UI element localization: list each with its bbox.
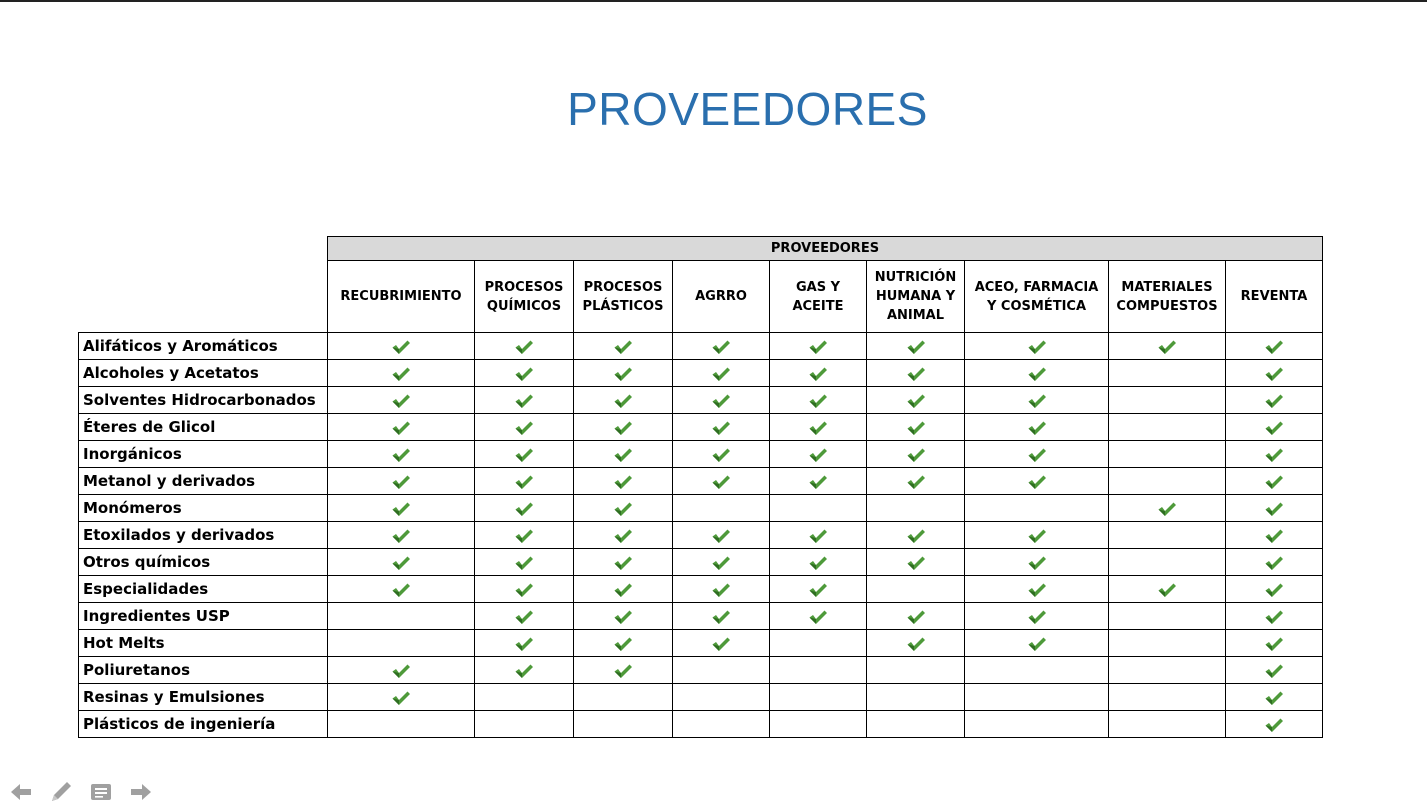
table-cell: [965, 657, 1109, 684]
checkmark-icon: [514, 528, 534, 544]
table-cell: [965, 495, 1109, 522]
checkmark-icon: [906, 393, 926, 409]
checkmark-icon: [1027, 474, 1047, 490]
table-cell: [574, 657, 673, 684]
checkmark-icon: [1264, 690, 1284, 706]
checkmark-icon: [1264, 717, 1284, 733]
table-cell: [673, 468, 770, 495]
checkmark-icon: [613, 393, 633, 409]
table-cell: [1109, 576, 1226, 603]
row-label: Plásticos de ingeniería: [79, 711, 328, 738]
checkmark-icon: [391, 690, 411, 706]
table-cell: [965, 387, 1109, 414]
row-label: Alcoholes y Acetatos: [79, 360, 328, 387]
row-label: Monómeros: [79, 495, 328, 522]
table-cell: [673, 522, 770, 549]
table-cell: [574, 468, 673, 495]
table-row: [79, 414, 1323, 441]
checkmark-icon: [711, 528, 731, 544]
top-border-line: [0, 0, 1427, 2]
table-cell: [1226, 387, 1323, 414]
row-label: Etoxilados y derivados: [79, 522, 328, 549]
table-cell: [1109, 468, 1226, 495]
checkmark-icon: [514, 393, 534, 409]
table-cell: [475, 522, 574, 549]
table-row: [79, 603, 1323, 630]
checkmark-icon: [514, 474, 534, 490]
table-cell: [1109, 441, 1226, 468]
table-cell: [673, 387, 770, 414]
checkmark-icon: [1027, 393, 1047, 409]
table-cell: [770, 657, 867, 684]
checkmark-icon: [514, 447, 534, 463]
checkmark-icon: [808, 339, 828, 355]
row-label: Solventes Hidrocarbonados: [79, 387, 328, 414]
checkmark-icon: [1027, 636, 1047, 652]
table-cell: [673, 630, 770, 657]
checkmark-icon: [808, 582, 828, 598]
checkmark-icon: [613, 582, 633, 598]
table-row: [79, 360, 1323, 387]
column-header: MATERIALES COMPUESTOS: [1109, 261, 1226, 333]
table-cell: [475, 711, 574, 738]
next-arrow-icon: [129, 782, 153, 802]
table-cell: [770, 360, 867, 387]
table-cell: [1109, 603, 1226, 630]
checkmark-icon: [1027, 420, 1047, 436]
checkmark-icon: [613, 663, 633, 679]
checkmark-icon: [906, 339, 926, 355]
row-label: Hot Melts: [79, 630, 328, 657]
checkmark-icon: [808, 528, 828, 544]
pen-icon: [48, 779, 74, 805]
table-row: [79, 468, 1323, 495]
checkmark-icon: [613, 609, 633, 625]
table-cell: [574, 495, 673, 522]
checkmark-icon: [514, 339, 534, 355]
column-header: NUTRICIÓN HUMANA Y ANIMAL: [867, 261, 965, 333]
table-cell: [673, 333, 770, 360]
providers-table: [78, 236, 1323, 738]
table-cell: [673, 549, 770, 576]
table-row: [79, 630, 1323, 657]
checkmark-icon: [514, 501, 534, 517]
checkmark-icon: [711, 609, 731, 625]
table-cell: [1226, 657, 1323, 684]
table-cell: [1109, 522, 1226, 549]
table-cell: [328, 657, 475, 684]
table-cell: [328, 387, 475, 414]
checkmark-icon: [514, 420, 534, 436]
checkmark-icon: [391, 366, 411, 382]
table-row: [79, 549, 1323, 576]
checkmark-icon: [1027, 582, 1047, 598]
table-cell: [475, 387, 574, 414]
checkmark-icon: [1264, 447, 1284, 463]
notes-button[interactable]: [88, 779, 114, 805]
table-row: [79, 711, 1323, 738]
checkmark-icon: [391, 393, 411, 409]
row-label: Otros químicos: [79, 549, 328, 576]
table-cell: [673, 603, 770, 630]
checkmark-icon: [1027, 339, 1047, 355]
table-cell: [1226, 684, 1323, 711]
column-header: REVENTA: [1226, 261, 1323, 333]
checkmark-icon: [711, 447, 731, 463]
checkmark-icon: [1264, 474, 1284, 490]
column-header-row: [79, 261, 1323, 333]
table-cell: [867, 333, 965, 360]
table-cell: [1109, 711, 1226, 738]
checkmark-icon: [1264, 528, 1284, 544]
table-cell: [1109, 333, 1226, 360]
table-cell: [1109, 657, 1226, 684]
checkmark-icon: [1157, 582, 1177, 598]
pen-tool-button[interactable]: [48, 779, 74, 805]
table-cell: [1226, 441, 1323, 468]
table-row: [79, 387, 1323, 414]
checkmark-icon: [711, 555, 731, 571]
checkmark-icon: [391, 339, 411, 355]
table-cell: [1109, 684, 1226, 711]
table-cell: [328, 711, 475, 738]
table-cell: [1226, 522, 1323, 549]
table-cell: [965, 522, 1109, 549]
table-cell: [475, 630, 574, 657]
table-cell: [867, 549, 965, 576]
checkmark-icon: [514, 663, 534, 679]
table-cell: [328, 576, 475, 603]
table-cell: [1226, 576, 1323, 603]
checkmark-icon: [514, 366, 534, 382]
checkmark-icon: [613, 366, 633, 382]
table-cell: [867, 414, 965, 441]
checkmark-icon: [1264, 636, 1284, 652]
checkmark-icon: [1157, 339, 1177, 355]
table-cell: [475, 441, 574, 468]
table-cell: [867, 360, 965, 387]
table-cell: [770, 441, 867, 468]
checkmark-icon: [906, 447, 926, 463]
table-cell: [574, 441, 673, 468]
checkmark-icon: [906, 609, 926, 625]
checkmark-icon: [514, 555, 534, 571]
table-cell: [1226, 414, 1323, 441]
table-cell: [1226, 360, 1323, 387]
checkmark-icon: [711, 339, 731, 355]
checkmark-icon: [1264, 582, 1284, 598]
checkmark-icon: [808, 420, 828, 436]
checkmark-icon: [711, 366, 731, 382]
table-row: [79, 657, 1323, 684]
checkmark-icon: [906, 366, 926, 382]
table-cell: [770, 549, 867, 576]
table-cell: [1109, 360, 1226, 387]
table-cell: [1226, 468, 1323, 495]
table-cell: [867, 630, 965, 657]
table-cell: [328, 360, 475, 387]
table-cell: [673, 360, 770, 387]
checkmark-icon: [514, 582, 534, 598]
checkmark-icon: [906, 555, 926, 571]
table-cell: [328, 441, 475, 468]
checkmark-icon: [613, 420, 633, 436]
checkmark-icon: [808, 447, 828, 463]
table-cell: [328, 414, 475, 441]
checkmark-icon: [613, 555, 633, 571]
table-cell: [328, 495, 475, 522]
table-cell: [1226, 603, 1323, 630]
checkmark-icon: [808, 555, 828, 571]
group-header-row: [79, 237, 1323, 261]
table-cell: [1109, 549, 1226, 576]
checkmark-icon: [1157, 501, 1177, 517]
checkmark-icon: [391, 555, 411, 571]
row-label: Resinas y Emulsiones: [79, 684, 328, 711]
group-header: PROVEEDORES: [328, 237, 1323, 261]
checkmark-icon: [613, 528, 633, 544]
table-cell: [574, 387, 673, 414]
table-row: [79, 333, 1323, 360]
table-cell: [770, 495, 867, 522]
table-cell: [673, 576, 770, 603]
table-cell: [328, 522, 475, 549]
table-cell: [867, 468, 965, 495]
checkmark-icon: [808, 393, 828, 409]
table-cell: [965, 630, 1109, 657]
checkmark-icon: [1264, 555, 1284, 571]
checkmark-icon: [1264, 663, 1284, 679]
table-cell: [328, 684, 475, 711]
checkmark-icon: [711, 420, 731, 436]
table-cell: [475, 414, 574, 441]
corner-blank-cell: [79, 261, 328, 333]
checkmark-icon: [1027, 528, 1047, 544]
table-cell: [867, 441, 965, 468]
table-cell: [867, 387, 965, 414]
checkmark-icon: [906, 636, 926, 652]
checkmark-icon: [613, 447, 633, 463]
table-cell: [475, 549, 574, 576]
table-cell: [867, 711, 965, 738]
table-cell: [965, 333, 1109, 360]
column-header: AGRRO: [673, 261, 770, 333]
checkmark-icon: [613, 636, 633, 652]
checkmark-icon: [391, 582, 411, 598]
row-label: Inorgánicos: [79, 441, 328, 468]
table-cell: [1226, 495, 1323, 522]
table-cell: [574, 360, 673, 387]
table-cell: [1226, 711, 1323, 738]
row-label: Ingredientes USP: [79, 603, 328, 630]
checkmark-icon: [391, 447, 411, 463]
checkmark-icon: [906, 420, 926, 436]
table-cell: [770, 468, 867, 495]
table-cell: [574, 630, 673, 657]
table-cell: [965, 414, 1109, 441]
table-cell: [1226, 549, 1323, 576]
row-label: Especialidades: [79, 576, 328, 603]
column-header: ACEO, FARMACIA Y COSMÉTICA: [965, 261, 1109, 333]
table-cell: [770, 387, 867, 414]
column-header: PROCESOS PLÁSTICOS: [574, 261, 673, 333]
table-cell: [770, 333, 867, 360]
table-cell: [673, 441, 770, 468]
table-cell: [1109, 630, 1226, 657]
table-cell: [475, 333, 574, 360]
checkmark-icon: [1027, 366, 1047, 382]
table-cell: [1109, 495, 1226, 522]
table-cell: [475, 684, 574, 711]
table-cell: [475, 603, 574, 630]
table-cell: [770, 684, 867, 711]
table-row: [79, 522, 1323, 549]
table-cell: [770, 414, 867, 441]
checkmark-icon: [1264, 393, 1284, 409]
table-cell: [574, 684, 673, 711]
checkmark-icon: [1027, 447, 1047, 463]
checkmark-icon: [1027, 609, 1047, 625]
table-cell: [770, 522, 867, 549]
table-cell: [965, 360, 1109, 387]
checkmark-icon: [1027, 555, 1047, 571]
column-header: RECUBRIMIENTO: [328, 261, 475, 333]
table-cell: [328, 549, 475, 576]
checkmark-icon: [613, 501, 633, 517]
table-row: [79, 684, 1323, 711]
checkmark-icon: [711, 582, 731, 598]
table-cell: [574, 576, 673, 603]
checkmark-icon: [613, 474, 633, 490]
table-cell: [574, 711, 673, 738]
row-label: Alifáticos y Aromáticos: [79, 333, 328, 360]
table-row: [79, 495, 1323, 522]
table-cell: [867, 684, 965, 711]
table-cell: [574, 333, 673, 360]
notes-icon: [90, 782, 112, 802]
table-cell: [965, 576, 1109, 603]
table-cell: [770, 711, 867, 738]
table-row: [79, 576, 1323, 603]
table-cell: [770, 630, 867, 657]
table-cell: [965, 441, 1109, 468]
checkmark-icon: [808, 474, 828, 490]
table-cell: [867, 603, 965, 630]
checkmark-icon: [906, 528, 926, 544]
table-cell: [770, 603, 867, 630]
table-cell: [475, 360, 574, 387]
table-cell: [475, 468, 574, 495]
table-row: [79, 441, 1323, 468]
table-cell: [673, 657, 770, 684]
row-label: Éteres de Glicol: [79, 414, 328, 441]
checkmark-icon: [711, 393, 731, 409]
table-cell: [328, 603, 475, 630]
table-cell: [867, 576, 965, 603]
checkmark-icon: [391, 501, 411, 517]
table-cell: [475, 576, 574, 603]
table-cell: [673, 711, 770, 738]
checkmark-icon: [1264, 366, 1284, 382]
table-cell: [475, 495, 574, 522]
table-cell: [867, 495, 965, 522]
table-cell: [965, 711, 1109, 738]
checkmark-icon: [711, 474, 731, 490]
table-cell: [673, 495, 770, 522]
checkmark-icon: [391, 474, 411, 490]
checkmark-icon: [808, 366, 828, 382]
table-cell: [574, 522, 673, 549]
table-cell: [867, 522, 965, 549]
checkmark-icon: [1264, 609, 1284, 625]
checkmark-icon: [391, 528, 411, 544]
next-slide-button[interactable]: [128, 779, 154, 805]
checkmark-icon: [1264, 420, 1284, 436]
table-cell: [1226, 333, 1323, 360]
slide-title: PROVEEDORES: [567, 83, 928, 135]
table-cell: [965, 468, 1109, 495]
table-cell: [328, 630, 475, 657]
table-cell: [965, 549, 1109, 576]
checkmark-icon: [1264, 339, 1284, 355]
table-cell: [770, 576, 867, 603]
checkmark-icon: [613, 339, 633, 355]
table-cell: [965, 603, 1109, 630]
row-label: Poliuretanos: [79, 657, 328, 684]
table-cell: [574, 414, 673, 441]
table-cell: [475, 657, 574, 684]
table-cell: [867, 657, 965, 684]
table-cell: [1109, 414, 1226, 441]
checkmark-icon: [808, 609, 828, 625]
checkmark-icon: [1264, 501, 1284, 517]
corner-blank-cell: [79, 237, 328, 261]
row-label: Metanol y derivados: [79, 468, 328, 495]
column-header: GAS Y ACEITE: [770, 261, 867, 333]
table-cell: [574, 603, 673, 630]
previous-arrow-icon: [9, 782, 33, 802]
checkmark-icon: [514, 609, 534, 625]
table-cell: [1226, 630, 1323, 657]
checkmark-icon: [711, 636, 731, 652]
table-cell: [673, 414, 770, 441]
checkmark-icon: [391, 420, 411, 436]
previous-slide-button[interactable]: [8, 779, 34, 805]
table-cell: [328, 333, 475, 360]
table-cell: [574, 549, 673, 576]
checkmark-icon: [514, 636, 534, 652]
table-cell: [1109, 387, 1226, 414]
table-cell: [965, 684, 1109, 711]
column-header: PROCESOS QUÍMICOS: [475, 261, 574, 333]
checkmark-icon: [391, 663, 411, 679]
table-cell: [673, 684, 770, 711]
checkmark-icon: [906, 474, 926, 490]
table-cell: [328, 468, 475, 495]
slide-navigation: [8, 778, 154, 806]
